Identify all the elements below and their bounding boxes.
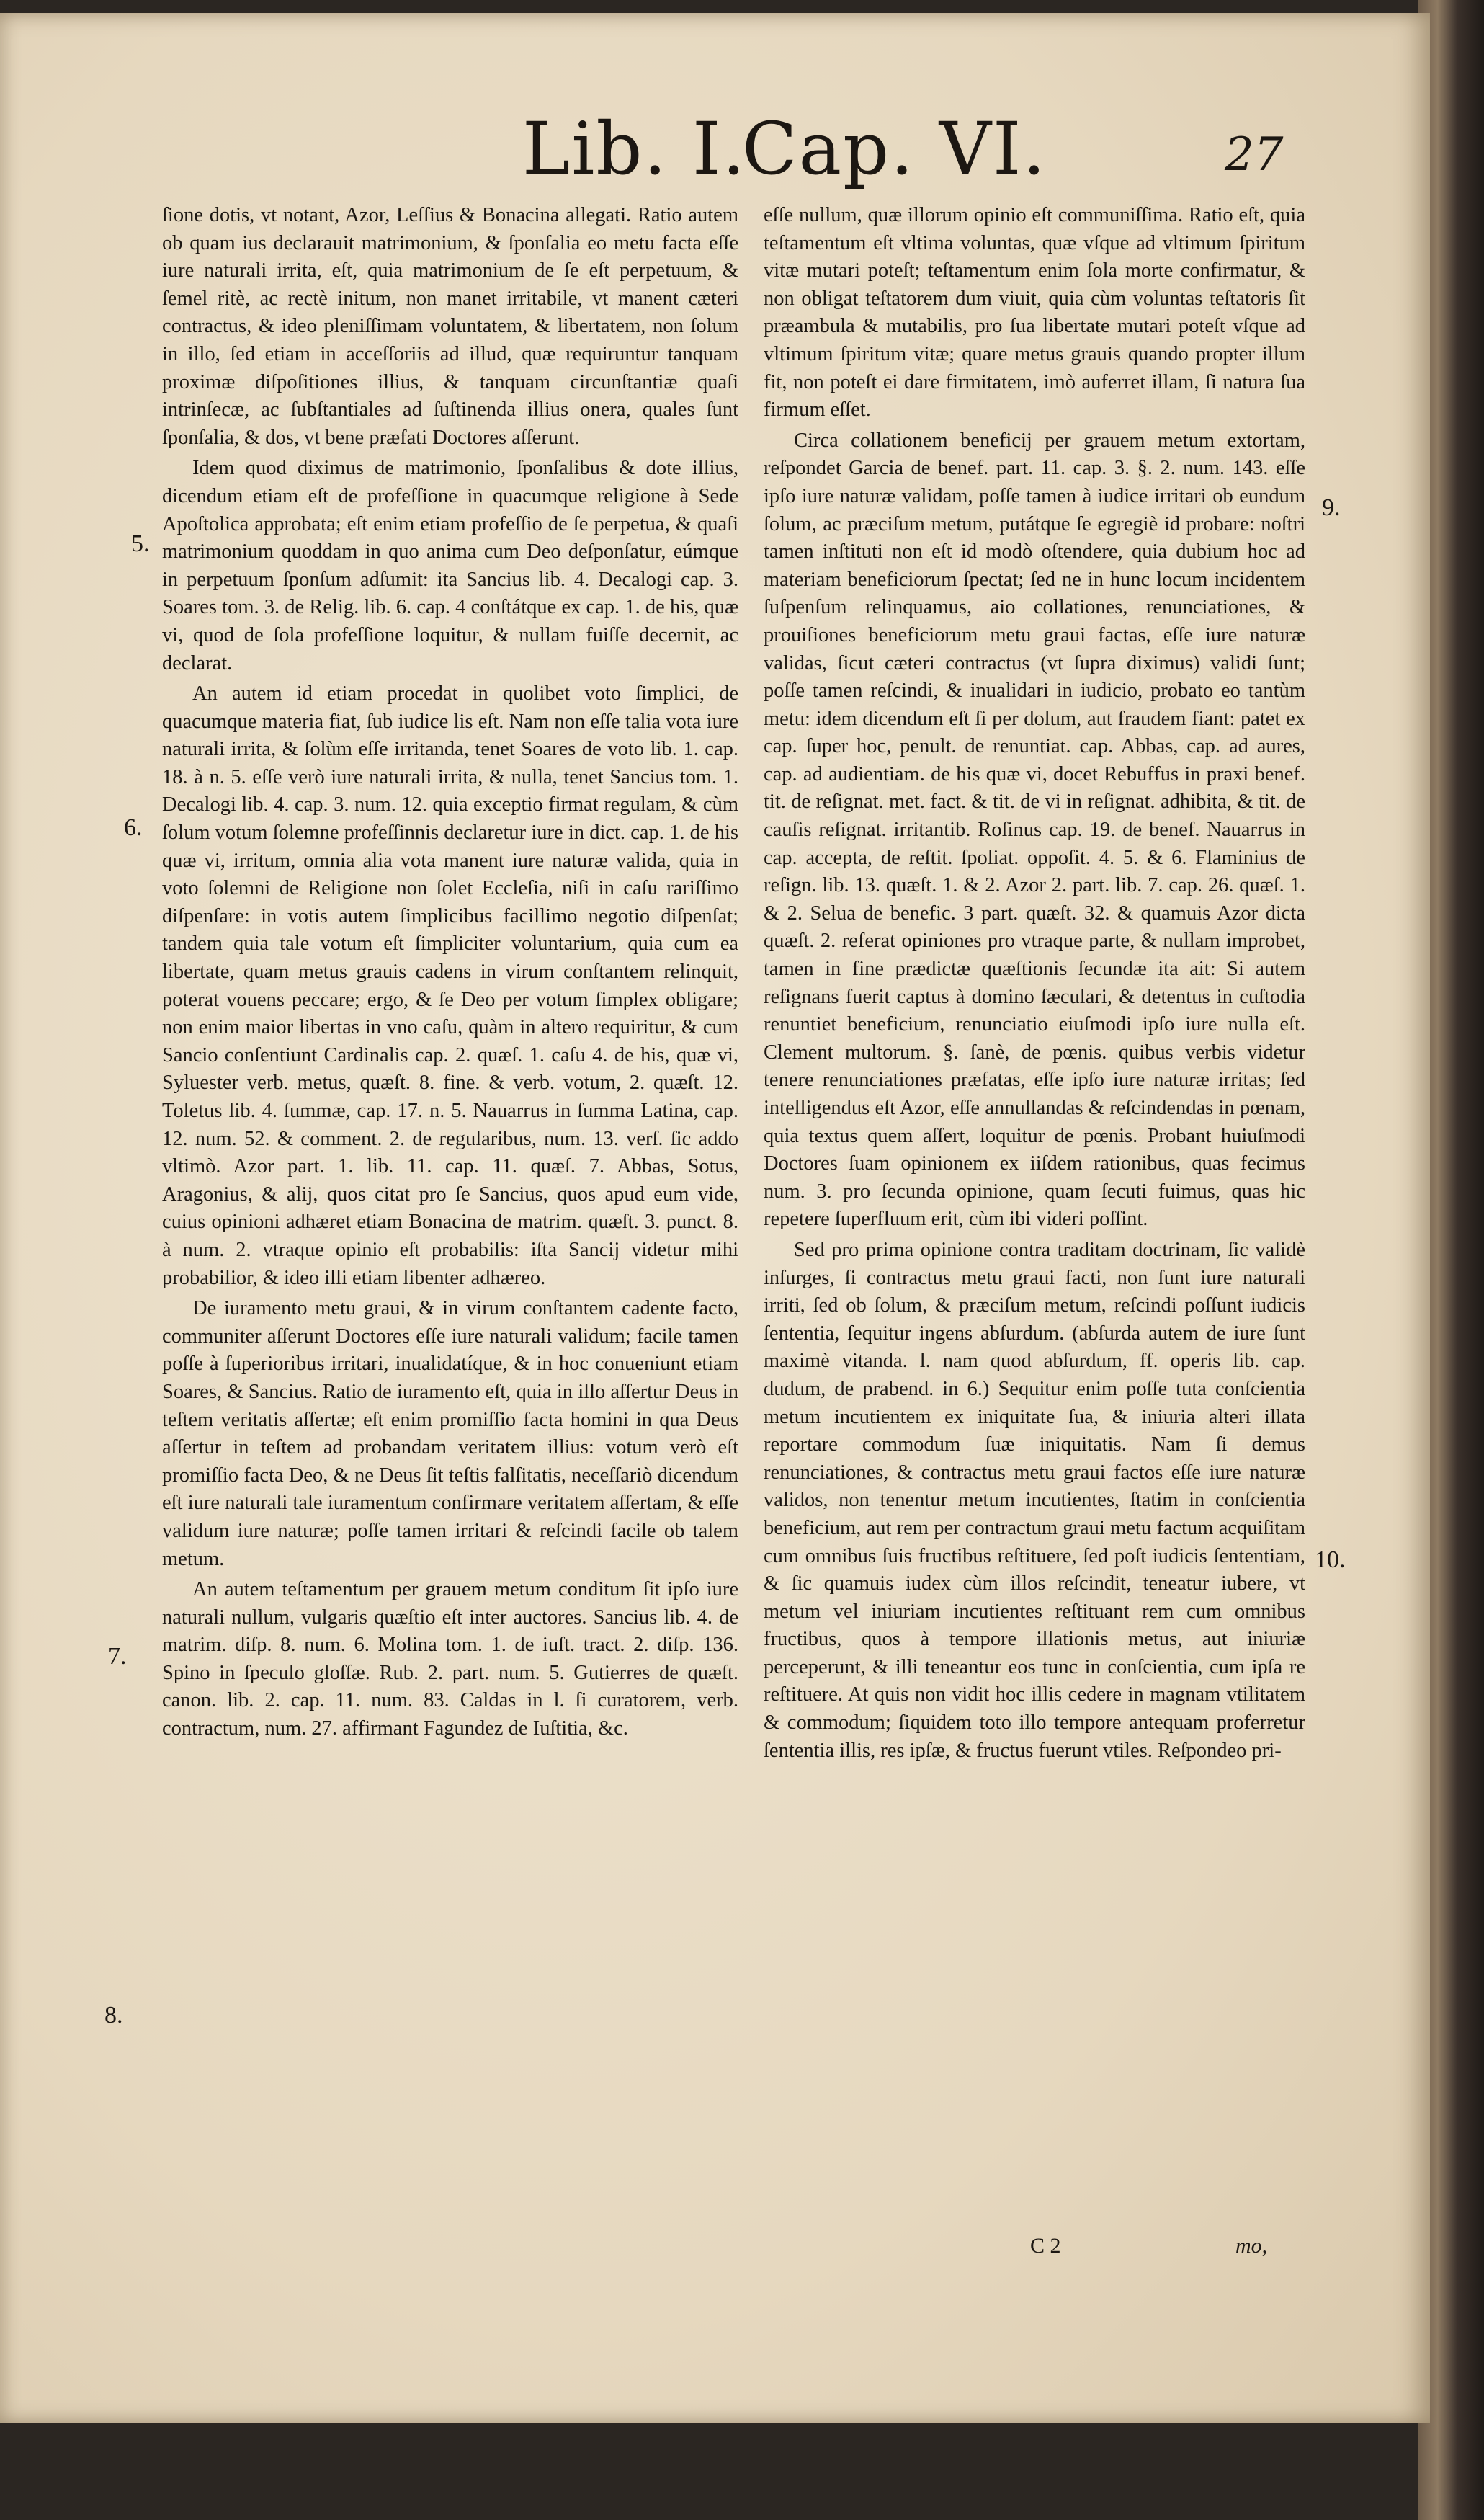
paragraph: Circa collationem beneficij per grauem metum extortam, reſpondet Garcia de benef. part. 11. cap. 3. §. 2. num. 143. eſſe ipſo iure naturæ validam, poſſe tamen à iudice irritari ob eundum ſolum, ac præciſum metum, putátque ſe egregiè id probare: noſtri tamen inſtituti non eſt id modò oſtendere, quia dubium hoc ad materiam beneficiorum ſpectat; ſed ne in hunc locum incidentem ſuſpenſum relinquamus, aio collationes, renunciationes, & prouiſiones beneficiorum metu graui factas, eſſe iure naturæ validas, ſicut cæteri contractus (vt ſupra diximus) validi ſunt; poſſe tamen reſcindi, & inualidari in iudicio, probato eo tantùm metu: idem dicendum eſt ſi per dolum, aut fraudem fiant: patet ex cap. ſuper hoc, penult. de renuntiat. cap. Abbas, cap. ad aures, cap. ad audientiam. de his quæ vi, docet Rebuffus in praxi benef. tit. de reſignat. met. fact. & tit. de vi in reſignat. adhibita, & tit. de cauſis reſignat. irritantib. Roſinus cap. 19. de benef. Nauarrus in cap. accepta, de reſtit. ſpoliat. oppoſit. 4. 5. & 6. Flaminius de reſign. lib. 13. quæſt. 1. & 2. Azor 2. part. lib. 7. cap. 26. quæſ. 1. & 2. Selua de benefic. 3 part. quæſt. 32. & quamuis Azor dicta quæſt. 2. referat opiniones pro vtraque parte, & nullam improbet, tamen in fine prædictæ quæſtionis ſecundæ ita ait: Si autem reſignans fuerit captus à domino ſæculari, & detentus in cuſtodia renuntiet beneficium, renunciatio eiuſmodi ipſo iure nulla eſt. Clement multorum. §. ſanè, de pœnis. quibus verbis videtur tenere renunciationes præfatas, eſſe ipſo iure naturæ irritas; ſed intelligendus eſt Azor, eſſe annullandas & reſcindendas in pœnam, quia textus quem aſſert, loquitur de pœnis. Probant huiuſmodi Doctores ſuam opinionem ex iiſdem rationibus, quas fecimus num. 3. pro ſecunda opinione, quam ſecuti fuimus, quas hic repetere ſuperfluum erit, cùm ibi videri poſſint.	[764, 429, 1305, 1231]
running-header	[0, 99, 1430, 193]
margin-number: 9.	[1322, 494, 1341, 521]
right-column	[764, 202, 1305, 1765]
paragraph: An autem teſtamentum per grauem metum conditum ſit ipſo iure naturali nullum, vulgaris quæſtio eſt inter auctores. Sancius lib. 4. de matrim. diſp. 8. num. 6. Molina tom. 1. de iuſt. tract. 2. diſp. 136. Spino in ſpeculo gloſſæ. Rub. 2. part. num. 5. Gutierres de quæſt. canon. lib. 2. cap. 11. num. 83. Caldas in l. ſi curatorem, verb. contractum, num. 27. affirmant Fagundez de Iuſtitia, &c.	[162, 1578, 738, 1740]
paragraph: Idem quod diximus de matrimonio, ſponſalibus & dote illius, dicendum etiam eſt de profeſſione in quacumque religione à Sede Apoſtolica approbata; eſt enim etiam profeſſio de ſe perpetua, & quaſi matrimonium quoddam in quo anima cum Deo deſponſatur, eúmque in perpetuum ſponſum adſumit: ita Sancius lib. 4. Decalogi cap. 3. Soares tom. 3. de Relig. lib. 6. cap. 4 conſtátque ex cap. 1. de his, quæ vi, quod de ſola profeſſione loquitur, & nullam fuiſſe decernit, ac declarat.	[162, 457, 738, 674]
running-title-chapter: Cap. VI.	[742, 107, 1047, 191]
book-page	[0, 13, 1430, 2423]
paragraph: An autem id etiam procedat in quolibet voto ſimplici, de quacumque materia fiat, ſub iudice lis eſt. Nam non eſſe talia vota iure naturali irrita, & ſolùm eſſe irritanda, tenet Soares de voto lib. 1. cap. 18. à n. 5. eſſe verò iure naturali irrita, & nulla, tenet Sancius tom. 1. Decalogi lib. 4. cap. 3. num. 12. quia exceptio firmat regulam, & cùm ſolum votum ſolemne profeſſinnis declaretur iure in dict. cap. 1. de his quæ vi, irritum, omnia alia vota manent iure naturæ valida, quia in voto ſolemni de Religione non ſolet Eccleſia, niſi in caſu rariſſimo diſpenſare: in votis autem ſimplicibus facillimo negotio diſpenſat; tandem quia tale votum eſt ſimpliciter voluntarium, quia cum ea libertate, quam metus grauis cadens in virum conſtantem relinquit, poterat vouens peccare; ergo, & ſe Deo per votum ſimplex obligare; non enim maior libertas in vno caſu, quàm in altero requiritur, & cum Sancio conſentiunt Cardinalis cap. 2. quæſ. 1. caſu 4. de his, quæ vi, Syluester verb. metus, quæſt. 8. fine. & verb. votum, 2. quæſt. 12. Toletus lib. 4. ſummæ, cap. 17. n. 5. Nauarrus in ſumma Latina, cap. 12. num. 52. & comment. 2. de regularibus, num. 13. verſ. ſic addo vltimò. Azor part. 1. lib. 11. cap. 11. quæſ. 7. Abbas, Sotus, Aragonius, & alij, quos citat pro ſe Sancius, quos apud eum vide, cuius opinioni adhæret etiam Bonacina de matrim. quæſt. 3. punct. 8. à num. 2. vtraque opinio eſt probabilis: iſta Sancij videtur mihi probabilior, & ideo illi etiam libenter adhæreo.	[162, 682, 738, 1289]
paragraph: Sed pro prima opinione contra traditam doctrinam, ſic validè inſurges, ſi contractus metu graui facti, non ſunt iure naturali irriti, ſed ob ſolum, & præciſum metum, reſcindi poſſunt iudicis ſententia, ſequitur ingens abſurdum. (abſurda autem de iure ſunt maximè vitanda. l. nam quod abſurdum, ff. operis lib. cap. dudum, de prabend. in 6.) Sequitur enim poſſe tuta conſcientia metum incutientem ex iniquitate ſua, & iniuria alteri illata reportare commodum ſuæ iniquitatis. Nam ſi demus renunciationes, & contractus metu graui factos eſſe iure naturæ validos, non tenentur metum incutientes, ſtatim in conſcientia beneficium, aut rem per contractum graui metu factum acquiſitam cum omnibus ſuis fructibus reſtituere, ſed poſt iudicis ſententiam, & ſic quamuis iudex cùm illos reſcindit, teneatur iubere, vt metum vel iniuriam incutientes reſtituant rem cum omnibus fructibus, quos à tempore illationis metus, aut iniuriæ perceperunt, & illi teneantur eos tunc in conſcientia, cum ipſa re reſtituere. At quis non vidit hoc illis cedere in magnam vtilitatem & commodum; ſiquidem toto illo tempore antequam proferretur ſententia illis, res ipſæ, & fructus fuerunt vtiles. Reſpondeo pri-	[764, 1238, 1305, 1762]
paragraph: De iuramento metu graui, & in virum conſtantem cadente facto, communiter aſſerunt Doctores eſſe iure naturali validum; facile tamen poſſe à ſuperioribus irritari, inualidatíque, & in hoc conueniunt etiam Soares, & Sancius. Ratio de iuramento eſt, quia in illo aſſertur Deus in teſtem veritatis aſſertæ; eſt enim promiſſio facta homini in qua Deus aſſertur in teſtem ad probandam veritatem illius: votum verò eſt promiſſio facta Deo, & ne Deus ſit teſtis falſitatis, neceſſariò dicendum eſt iure naturali tale iuramentum confirmare veritatem aſſertam, & eſſe validum iure naturæ; poſſe tamen irritari & reſcindi facile ob talem metum.	[162, 1297, 738, 1570]
running-title-book: Lib. I.	[522, 107, 747, 191]
paragraph: eſſe nullum, quæ illorum opinio eſt communiſſima. Ratio eſt, quia teſtamentum eſt vltima voluntas, quæ vſque ad vltimum ſpiritum vitæ mutari poteſt; teſtamentum enim ſola morte confirmatur, & non obligat teſtatorem dum viuit, quia cùm voluntas teſtatoris ſit præambula & mutabilis, pro ſua libertate mutari poteſt vſque ad vltimum ſpiritum vitæ; quare metus grauis quando propter illum fit, non poteſt ei dare firmitatem, imò auferret illam, ſi natura ſua firmum eſſet.	[764, 204, 1305, 422]
margin-number: 6.	[124, 814, 143, 841]
left-column	[162, 202, 738, 1743]
margin-number: 10.	[1315, 1546, 1346, 1573]
page-footer	[0, 2234, 1430, 2277]
catchword: mo,	[1235, 2234, 1268, 2258]
page-number: 27	[1225, 128, 1284, 182]
margin-number: 7.	[108, 1643, 127, 1670]
margin-number: 5.	[131, 530, 150, 557]
margin-number: 8.	[104, 2002, 123, 2029]
paragraph: ſione dotis, vt notant, Azor, Leſſius & Bonacina allegati. Ratio autem ob quam ius declarauit matrimonium, & ſponſalia eo metu facta eſſe iure naturali irrita, eſt, quia matrimonium de ſe eſt perpetuum, & ſemel ritè, ac rectè initum, non manet irritabile, vt manent cæteri contractus, & ideo pleniſſimam voluntatem, & libertatem, non ſolum in illo, ſed etiam in acceſſoriis ad illud, quæ requiruntur tanquam proximæ diſpoſitiones illius, & tanquam circunſtantiæ quaſi intrinſecæ, ac ſubſtantiales ad ſuſtinenda illius onera, quales ſunt ſponſalia, & dos, vt bene præfati Doctores aſſerunt.	[162, 204, 738, 449]
signature-mark: C 2	[1030, 2234, 1061, 2258]
